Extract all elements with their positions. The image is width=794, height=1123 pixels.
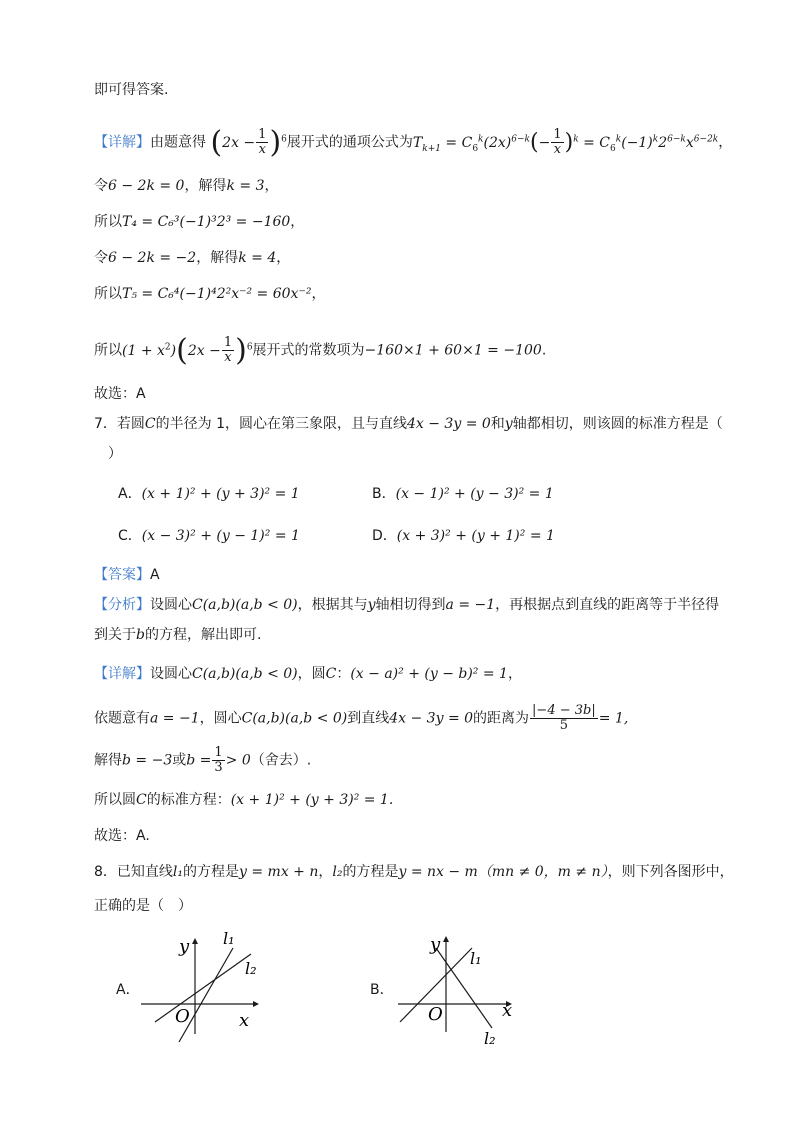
- q7-analysis-1: 【分析】设圆心C(a,b)(a,b < 0)，根据其与y轴相切得到a = −1，再根据点到直线的距离等于半径得: [94, 597, 720, 613]
- q7-detail-1: 【详解】设圆心C(a,b)(a,b < 0)，圆C：(x − a)² + (y − b)² = 1，: [94, 666, 522, 682]
- solve-k4: 令6 − 2k = −2，解得k = 4，: [94, 250, 291, 266]
- q8-option-b-label[interactable]: B．: [370, 982, 394, 998]
- l1-label: l₁: [470, 949, 482, 968]
- q7-detail-2: 依题意有a = −1，圆心C(a,b)(a,b < 0)到直线4x − 3y = 0的距离为 $\frac{|-4 - 3b|}{5}$ = 1,: [94, 703, 629, 733]
- detail-general-term: 【详解】由题意得 (2x − $\frac{1}{x}$ )$^6$展开式的通项公式为$T_{k+1} = C_6^k(2x)^{6-k}(-$ $\frac{1}{x}$ )$^k = C_6^k(-1)^k2^{6-k}x^{6-2k}$，: [94, 124, 733, 160]
- q7-stem-tail: ）: [108, 446, 122, 462]
- constant-term: 所以$(1 + x^2)(2x$ − $\frac{1}{x}$ )$^6$展开式的常数项为−160×1 + 60×1 = −100.: [94, 332, 547, 368]
- line-l1: [179, 948, 233, 1042]
- q8-figure-b[interactable]: [392, 928, 522, 1046]
- y-axis-label: y: [430, 934, 441, 955]
- q8-figure-a[interactable]: [135, 928, 265, 1046]
- solve-k3: 令6 − 2k = 0，解得k = 3，: [94, 178, 279, 194]
- line-l2: [436, 948, 492, 1028]
- q7-stem: 7．若圆C的半径为 1，圆心在第三象限，且与直线4x − 3y = 0和y轴都相切，则该圆的标准方程是（: [94, 416, 723, 432]
- origin-label: O: [428, 1004, 443, 1025]
- q8-stem-tail: 正确的是（ ）: [94, 898, 192, 914]
- binomial-expression: (2x − $\frac{1}{x}$ )$^6$: [210, 124, 287, 160]
- q7-standard-eq: 所以圆C的标准方程：(x + 1)² + (y + 3)² = 1.: [94, 792, 394, 808]
- origin-label: O: [175, 1006, 190, 1027]
- l1-label: l₁: [223, 929, 235, 948]
- x-arrow: [253, 1001, 259, 1007]
- q7-option-a[interactable]: A．(x + 1)² + (y + 3)² = 1: [118, 486, 300, 502]
- x-axis-label: x: [502, 1000, 513, 1021]
- continuation-text: 即可得答案.: [94, 82, 169, 98]
- choose-a-1: 故选：A: [94, 386, 146, 402]
- q7-option-b[interactable]: B．(x − 1)² + (y − 3)² = 1: [372, 486, 554, 502]
- y-axis-label: y: [179, 936, 190, 957]
- l2-label: l₂: [245, 959, 257, 978]
- distance-fraction: $\frac{|-4 - 3b|}{5}$: [532, 703, 596, 733]
- l2-label: l₂: [484, 1029, 496, 1046]
- line-l2: [155, 954, 251, 1022]
- b2-fraction: $\frac{1}{3}$: [214, 745, 223, 775]
- t5-value: 所以T₅ = C₆⁴(−1)⁴2²x⁻² = 60x⁻²，: [94, 286, 326, 302]
- q8-option-a-label[interactable]: A．: [116, 982, 140, 998]
- t4-value: 所以T₄ = C₆³(−1)³2³ = −160，: [94, 214, 305, 230]
- choose-a-2: 故选：A.: [94, 828, 150, 844]
- q7-solve: 解得b = −3或b = $\frac{1}{3}$ > 0（舍去）.: [94, 745, 312, 775]
- q7-analysis-2: 到关于b的方程，解出即可.: [94, 627, 262, 643]
- product-expression: $(1 + x^2)(2x$ − $\frac{1}{x}$ )$^6$: [122, 332, 253, 368]
- x-axis-label: x: [239, 1010, 250, 1031]
- y-arrow: [192, 938, 198, 944]
- q8-stem: 8．已知直线l₁的方程是y = mx + n，l₂的方程是y = nx − m（mn ≠ 0，m ≠ n），则下列各图形中，: [94, 864, 734, 880]
- q7-option-c[interactable]: C．(x − 3)² + (y − 1)² = 1: [118, 528, 300, 544]
- detail-tag: 【详解】: [94, 134, 150, 151]
- y-arrow: [443, 936, 449, 942]
- q7-option-d[interactable]: D．(x + 3)² + (y + 1)² = 1: [372, 528, 555, 544]
- general-term-formula: $T_{k+1} = C_6^k(2x)^{6-k}(-$ $\frac{1}{x}$ )$^k = C_6^k(-1)^k2^{6-k}x^{6-2k}$: [412, 127, 719, 157]
- q7-answer: 【答案】A: [94, 567, 160, 583]
